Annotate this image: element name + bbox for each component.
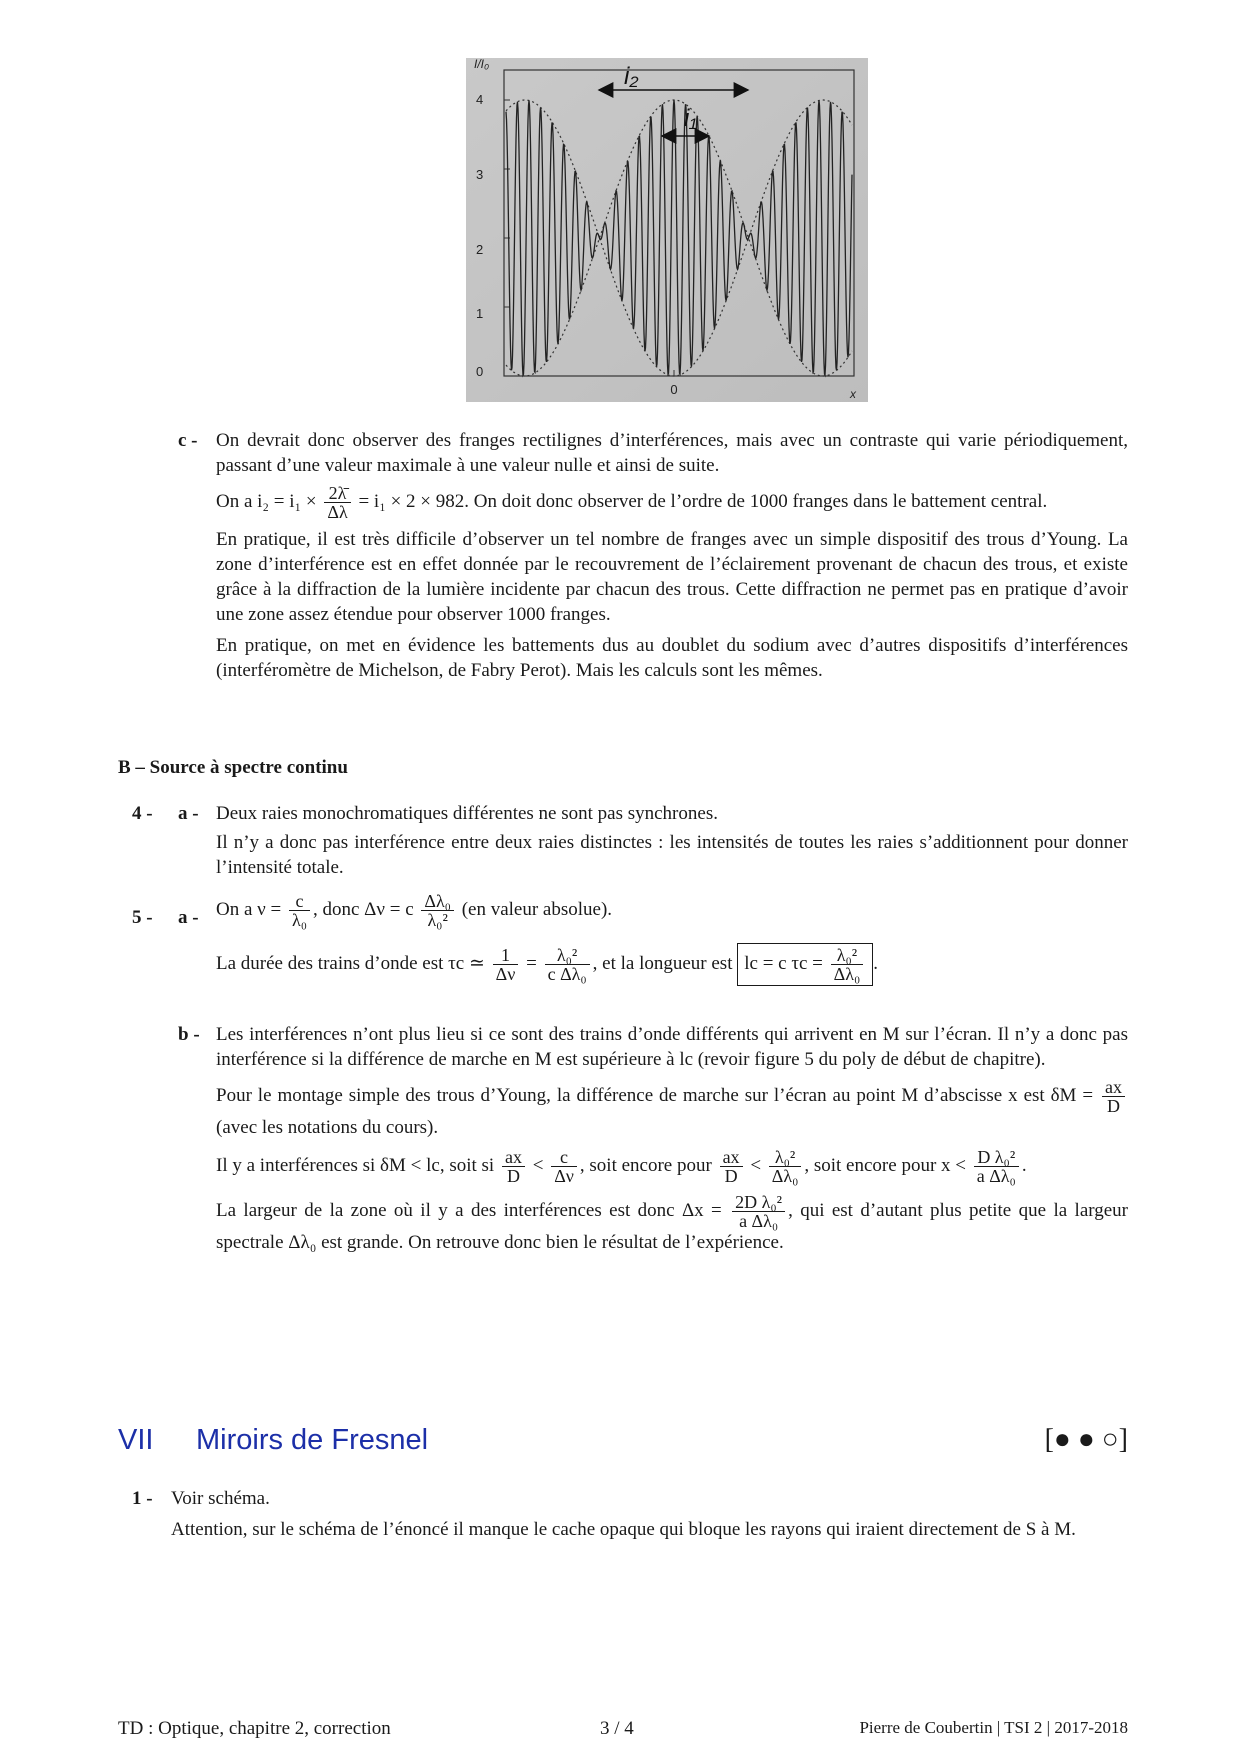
- text: , et la longueur est: [592, 952, 733, 974]
- text: On a i₂ = i₁ ×: [216, 490, 317, 512]
- numerator: λ₀²: [831, 946, 864, 965]
- denominator: c Δλ₀: [547, 964, 587, 984]
- text: .: [1021, 1154, 1027, 1176]
- y-tick-label: 0: [476, 364, 484, 379]
- y-tick-label: 4: [476, 92, 484, 107]
- fraction: [324, 484, 350, 521]
- fraction: [421, 892, 454, 929]
- item-label-4a: a -: [178, 803, 199, 824]
- text: Il y a interférences si δM < lc, soit si: [216, 1154, 495, 1176]
- numerator: λ₀²: [769, 1148, 802, 1167]
- fraction: [974, 1148, 1019, 1185]
- item-label-5b: b -: [178, 1024, 200, 1045]
- denominator: Δν: [554, 1166, 574, 1186]
- numerator: ax: [502, 1148, 525, 1167]
- i2-label: i₂: [624, 63, 639, 90]
- numerator: D λ₀²: [974, 1148, 1019, 1167]
- y-tick-label: 1: [476, 306, 484, 321]
- q5b-paragraph-1: Les interférences n’ont plus lieu si ce sont des trains d’onde différents qui arrivent en M sur l’écran. Il n’y a donc pas interférence si la différence de marche en M est supérieure à lc (revoir figure 5 du poly de début de chapitre).: [216, 1024, 1128, 1070]
- text: x <: [941, 1154, 966, 1176]
- text: La largeur de la zone où il y a des interférences est donc Δx =: [216, 1199, 722, 1221]
- fraction: [493, 946, 519, 983]
- text: (en valeur absolue).: [461, 898, 613, 920]
- q5a-body: [216, 892, 1128, 986]
- q5b-paragraph-2: [216, 1078, 1128, 1140]
- footer-left: TD : Optique, chapitre 2, correction: [118, 1718, 391, 1739]
- q1-paragraph-2: Attention, sur le schéma de l’énoncé il manque le cache opaque qui bloque les rayons qui iraient directement de S à M.: [171, 1519, 1076, 1540]
- denominator: λ₀²: [427, 910, 448, 930]
- q4-paragraph-2: Il n’y a donc pas interférence entre deux raies distinctes : les intensités de toutes les raies s’additionnent pour donner l’intensité totale.: [216, 832, 1128, 878]
- denominator: λ₀: [291, 910, 307, 930]
- text: Pour le montage simple des trous d’Young, la différence de marche sur l’écran au point M d’abscisse x est δM =: [216, 1084, 1094, 1106]
- denominator: a Δλ₀: [976, 1166, 1016, 1186]
- fraction: [720, 1148, 743, 1185]
- part-c-paragraph-2: [216, 484, 1128, 521]
- denominator: Δλ₀: [833, 964, 861, 984]
- text: = i₁ × 2 × 982. On doit donc observer de l’ordre de 1000 franges dans le battement central.: [358, 490, 1048, 512]
- q5a-line-1: [216, 892, 1128, 929]
- question-number-4: 4 -: [132, 803, 153, 824]
- difficulty-rating: [● ● ○]: [1044, 1424, 1128, 1455]
- q4-body: [216, 801, 1128, 880]
- numerator: ax: [1102, 1078, 1125, 1097]
- text: , soit encore pour: [804, 1154, 937, 1176]
- text: <: [532, 1154, 544, 1176]
- q5a-line-2: [216, 943, 1128, 986]
- y-tick-label: 3: [476, 167, 484, 182]
- numerator: 1: [493, 946, 519, 965]
- fraction: [831, 946, 864, 983]
- fraction: [289, 892, 310, 929]
- x-axis-label: x: [850, 387, 856, 401]
- section-title: Miroirs de Fresnel: [196, 1424, 429, 1456]
- part-c-paragraph-1: On devrait donc observer des franges rectilignes d’interférences, mais avec un contraste qui varie périodiquement, passant d’une valeur maximale à une valeur nulle et ainsi de suite.: [216, 430, 1128, 476]
- fraction: [1102, 1078, 1125, 1115]
- q4-paragraph-1: Deux raies monochromatiques différentes ne sont pas synchrones.: [216, 803, 718, 824]
- denominator: a Δλ₀: [739, 1211, 779, 1231]
- numerator: ax: [720, 1148, 743, 1167]
- q5b-paragraph-4: [216, 1193, 1128, 1255]
- numerator: c: [289, 892, 310, 911]
- section-b-title: B – Source à spectre continu: [118, 757, 348, 778]
- denominator: Δλ: [327, 502, 348, 522]
- denominator: D: [724, 1166, 738, 1186]
- text: .: [873, 952, 878, 974]
- numerator: 2λ̄: [324, 484, 350, 503]
- part-c-body: [216, 428, 1128, 683]
- item-label-5a: a -: [178, 907, 199, 928]
- question-number-1: 1 -: [132, 1488, 153, 1509]
- item-label-c: c -: [178, 430, 198, 451]
- fraction: [732, 1193, 785, 1230]
- question-number-5: 5 -: [132, 907, 153, 928]
- text: (avec les notations du cours).: [216, 1117, 439, 1138]
- page-number: 3 / 4: [600, 1718, 634, 1739]
- fraction: [502, 1148, 525, 1185]
- q1-paragraph-1: Voir schéma.: [171, 1488, 270, 1509]
- i1-label: i₁: [684, 105, 697, 132]
- fraction: [551, 1148, 577, 1185]
- fraction: [769, 1148, 802, 1185]
- y-tick-label: 2: [476, 242, 484, 257]
- text: , donc Δν = c: [312, 898, 414, 920]
- q5b-paragraph-3: [216, 1148, 1128, 1185]
- text: On a ν =: [216, 898, 282, 920]
- numerator: 2D λ₀²: [732, 1193, 785, 1212]
- footer-right: Pierre de Coubertin | TSI 2 | 2017-2018: [859, 1718, 1128, 1737]
- y-axis-label: I/I₀: [474, 58, 490, 71]
- q1-body: [171, 1486, 1128, 1542]
- q5b-body: [216, 1022, 1128, 1255]
- figure: [466, 58, 868, 402]
- beat-interference-plot: [466, 58, 868, 402]
- x-tick-label: 0: [670, 382, 678, 397]
- numerator: λ₀²: [545, 946, 590, 965]
- text: La durée des trains d’onde est τc ≃: [216, 952, 485, 974]
- text: lc = c τc =: [744, 952, 823, 974]
- numerator: c: [551, 1148, 577, 1167]
- fraction: [545, 946, 590, 983]
- text: =: [526, 952, 537, 974]
- denominator: D: [1107, 1096, 1120, 1116]
- part-c-paragraph-4: En pratique, on met en évidence les battements dus au doublet du sodium avec d’autres dispositifs d’interférences (interféromètre de Michelson, de Fabry Perot). Mais les calculs sont les mêmes.: [216, 635, 1128, 681]
- denominator: Δν: [495, 964, 516, 984]
- text: , qui est d’autant plus petite que la largeur spectrale Δλ₀ est grande. On retrouve donc bien le résultat de l’expérience.: [216, 1199, 1128, 1253]
- denominator: Δλ₀: [771, 1166, 799, 1186]
- part-c-paragraph-3: En pratique, il est très difficile d’observer un tel nombre de franges avec un simple dispositif des trous d’Young. La zone d’interférence est en effet donnée par le recouvrement de l’éclairement provenant de chacun des trous, et existe grâce à la diffraction de la lumière incidente par chacun des trous. Cette diffraction ne permet pas en pratique d’avoir une zone assez étendue pour observer 1000 franges.: [216, 529, 1128, 625]
- numerator: Δλ₀: [421, 892, 454, 911]
- section-number: VII: [118, 1424, 154, 1456]
- boxed-result: [737, 943, 873, 986]
- denominator: D: [506, 1166, 520, 1186]
- text: , soit encore pour: [579, 1154, 712, 1176]
- text: <: [750, 1154, 762, 1176]
